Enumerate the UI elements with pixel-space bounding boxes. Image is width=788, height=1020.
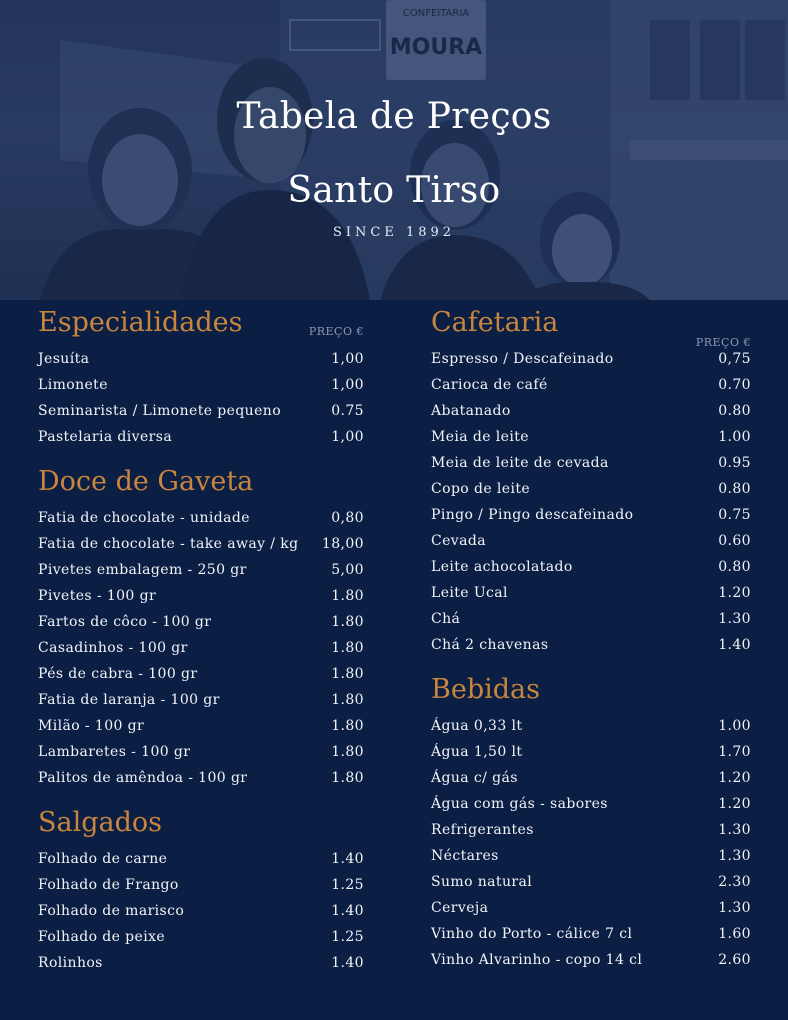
menu-item-name: Palitos de amêndoa - 100 gr — [38, 770, 248, 786]
menu-item-name: Fartos de côco - 100 gr — [38, 614, 212, 630]
photo-sign-text: MOURA — [389, 35, 483, 60]
menu-item-name: Abatanado — [431, 403, 511, 419]
menu-item-name: Vinho Alvarinho - copo 14 cl — [431, 952, 643, 968]
menu-item-price: 1.80 — [331, 718, 364, 734]
menu-item-row — [38, 898, 364, 924]
menu-item-price: 1.25 — [331, 877, 364, 893]
menu-item-name: Milão - 100 gr — [38, 718, 145, 734]
menu-item-row — [431, 528, 751, 554]
menu-list — [38, 346, 364, 450]
menu-item-name: Água 1,50 lt — [431, 744, 523, 760]
menu-item-price: 1.80 — [331, 770, 364, 786]
photo-sign-top-text: CONFEITARIA — [402, 8, 470, 19]
section-bebidas — [431, 658, 751, 973]
menu-item-row — [38, 713, 364, 739]
menu-item-name: Fatia de chocolate - take away / kg — [38, 536, 299, 552]
menu-item-row — [431, 869, 751, 895]
menu-item-name: Água 0,33 lt — [431, 718, 523, 734]
page-title: Tabela de Preços — [236, 96, 552, 137]
menu-item-price: 1,00 — [331, 377, 364, 393]
menu-item-row — [38, 531, 364, 557]
section-especialidades — [38, 300, 364, 450]
menu-item-price: 1.80 — [331, 588, 364, 604]
menu-item-price: 1.40 — [718, 637, 751, 653]
menu-item-row — [38, 846, 364, 872]
menu-item-name: Vinho do Porto - cálice 7 cl — [431, 926, 633, 942]
menu-item-name: Pés de cabra - 100 gr — [38, 666, 198, 682]
menu-item-name: Espresso / Descafeinado — [431, 351, 614, 367]
menu-item-name: Pivetes - 100 gr — [38, 588, 157, 604]
menu-item-row — [431, 580, 751, 606]
menu-item-name: Chá 2 chavenas — [431, 637, 549, 653]
menu-item-price: 18,00 — [321, 536, 364, 552]
menu-item-name: Fatia de chocolate - unidade — [38, 510, 250, 526]
menu-item-name: Leite achocolatado — [431, 559, 573, 575]
menu-item-name: Carioca de café — [431, 377, 548, 393]
menu-item-name: Jesuíta — [38, 351, 90, 367]
menu-list — [38, 505, 364, 791]
menu-item-row — [431, 450, 751, 476]
section-salgados — [38, 791, 364, 976]
menu-item-name: Rolinhos — [38, 955, 103, 971]
section-header — [38, 300, 364, 346]
menu-item-name: Água c/ gás — [431, 770, 518, 786]
section-header — [431, 658, 751, 713]
menu-item-price: 0.80 — [718, 559, 751, 575]
vintage-photo-illustration — [0, 0, 788, 300]
menu-item-price: 1.80 — [331, 692, 364, 708]
menu-list — [431, 713, 751, 973]
menu-item-row — [38, 950, 364, 976]
since-tagline: SINCE 1892 — [332, 225, 456, 240]
menu-item-price: 5,00 — [331, 562, 364, 578]
menu-item-row — [431, 476, 751, 502]
menu-item-price: 0.95 — [718, 455, 751, 471]
menu-item-row — [38, 583, 364, 609]
section-cafetaria — [431, 300, 751, 658]
menu-item-name: Lambaretes - 100 gr — [38, 744, 191, 760]
menu-item-name: Folhado de carne — [38, 851, 168, 867]
menu-item-row — [431, 502, 751, 528]
menu-item-row — [38, 398, 364, 424]
menu-item-row — [38, 372, 364, 398]
menu-item-price: 1.30 — [718, 822, 751, 838]
menu-item-name: Copo de leite — [431, 481, 531, 497]
menu-item-name: Pastelaria diversa — [38, 429, 173, 445]
menu-item-price: 2.60 — [718, 952, 751, 968]
menu-item-row — [38, 609, 364, 635]
menu-item-name: Limonete — [38, 377, 108, 393]
menu-item-row — [431, 606, 751, 632]
menu-item-row — [431, 398, 751, 424]
menu-item-row — [431, 632, 751, 658]
menu-item-price: 1.70 — [718, 744, 751, 760]
menu-item-name: Pivetes embalagem - 250 gr — [38, 562, 247, 578]
hero-photo-banner — [0, 0, 788, 300]
menu-item-row — [38, 505, 364, 531]
menu-item-name: Fatia de laranja - 100 gr — [38, 692, 220, 708]
menu-item-row — [431, 739, 751, 765]
menu-item-row — [38, 765, 364, 791]
menu-item-row — [431, 843, 751, 869]
menu-item-price: 1.00 — [718, 718, 751, 734]
page-subtitle: Santo Tirso — [287, 170, 501, 211]
section-title-doce-de-gaveta: Doce de Gaveta — [38, 466, 254, 497]
menu-item-name: Sumo natural — [431, 874, 533, 890]
menu-item-name: Folhado de Frango — [38, 877, 179, 893]
menu-item-row — [431, 895, 751, 921]
menu-item-row — [38, 346, 364, 372]
menu-item-row — [38, 924, 364, 950]
menu-item-row — [38, 687, 364, 713]
menu-item-price: 0.75 — [331, 403, 364, 419]
menu-item-price: 1.80 — [331, 666, 364, 682]
menu-item-price: 1,00 — [331, 351, 364, 367]
menu-item-price: 1.30 — [718, 848, 751, 864]
menu-item-name: Meia de leite de cevada — [431, 455, 609, 471]
price-column-label: PREÇO € — [695, 336, 751, 349]
menu-item-name: Cevada — [431, 533, 486, 549]
menu-item-name: Meia de leite — [431, 429, 529, 445]
menu-item-row — [431, 921, 751, 947]
menu-item-name: Néctares — [431, 848, 499, 864]
section-header — [38, 791, 364, 846]
menu-item-price: 0.60 — [718, 533, 751, 549]
menu-item-name: Refrigerantes — [431, 822, 534, 838]
menu-item-name: Leite Ucal — [431, 585, 508, 601]
section-title-salgados: Salgados — [38, 807, 163, 838]
menu-item-price: 1.30 — [718, 900, 751, 916]
menu-item-price: 1.25 — [331, 929, 364, 945]
menu-item-price: 1.40 — [331, 851, 364, 867]
menu-item-row — [431, 346, 751, 372]
menu-item-price: 1.40 — [331, 903, 364, 919]
menu-item-row — [431, 554, 751, 580]
menu-item-price: 0.75 — [718, 507, 751, 523]
menu-item-row — [431, 947, 751, 973]
menu-item-row — [38, 635, 364, 661]
menu-item-name: Cerveja — [431, 900, 489, 916]
menu-list — [38, 846, 364, 976]
menu-item-price: 1.40 — [331, 955, 364, 971]
menu-item-price: 1.80 — [331, 744, 364, 760]
menu-item-name: Folhado de peixe — [38, 929, 166, 945]
menu-item-price: 1,00 — [331, 429, 364, 445]
menu-item-price: 0.80 — [718, 481, 751, 497]
menu-item-row — [38, 661, 364, 687]
menu-list — [431, 346, 751, 658]
menu-item-price: 0,80 — [331, 510, 364, 526]
menu-item-name: Casadinhos - 100 gr — [38, 640, 188, 656]
menu-item-row — [431, 713, 751, 739]
menu-item-name: Folhado de marisco — [38, 903, 185, 919]
menu-item-price: 2.30 — [718, 874, 751, 890]
menu-item-price: 0,75 — [718, 351, 751, 367]
menu-item-row — [38, 424, 364, 450]
left-column — [38, 300, 364, 976]
menu-item-row — [431, 791, 751, 817]
menu-item-row — [38, 557, 364, 583]
menu-item-price: 1.20 — [718, 796, 751, 812]
menu-item-price: 1.00 — [718, 429, 751, 445]
menu-item-name: Chá — [431, 611, 461, 627]
section-header — [38, 450, 364, 505]
section-title-especialidades: Especialidades — [38, 307, 243, 338]
section-header — [431, 300, 751, 349]
menu-item-row — [431, 765, 751, 791]
section-doce-de-gaveta — [38, 450, 364, 791]
menu-item-price: 0.70 — [718, 377, 751, 393]
menu-item-name: Água com gás - sabores — [431, 796, 608, 812]
menu-item-price: 1.20 — [718, 585, 751, 601]
menu-item-name: Seminarista / Limonete pequeno — [38, 403, 282, 419]
menu-item-row — [38, 739, 364, 765]
menu-item-price: 0.80 — [718, 403, 751, 419]
menu-item-name: Pingo / Pingo descafeinado — [431, 507, 634, 523]
price-column-label: PREÇO € — [308, 325, 364, 338]
menu-item-row — [431, 372, 751, 398]
menu-item-price: 1.30 — [718, 611, 751, 627]
right-column — [431, 300, 751, 973]
section-title-cafetaria: Cafetaria — [431, 307, 559, 338]
menu-item-row — [38, 872, 364, 898]
menu-item-price: 1.20 — [718, 770, 751, 786]
menu-item-row — [431, 817, 751, 843]
menu-item-row — [431, 424, 751, 450]
menu-item-price: 1.60 — [718, 926, 751, 942]
menu-item-price: 1.80 — [331, 614, 364, 630]
menu-item-price: 1.80 — [331, 640, 364, 656]
section-title-bebidas: Bebidas — [431, 674, 540, 705]
